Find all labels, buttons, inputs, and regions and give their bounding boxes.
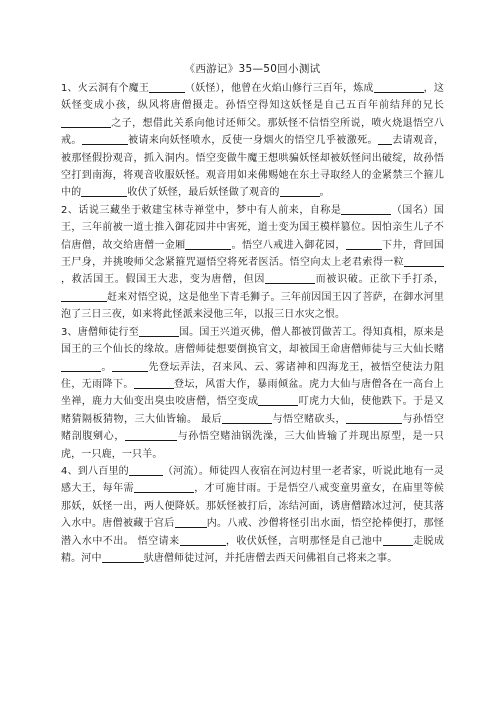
answer-blank[interactable]: [139, 325, 179, 337]
answer-blank[interactable]: [82, 133, 128, 145]
answer-blank[interactable]: [374, 81, 424, 93]
answer-blank[interactable]: [81, 185, 127, 197]
answer-blank[interactable]: [61, 290, 107, 302]
answer-blank[interactable]: [129, 464, 163, 476]
question-text: 与孙悟空赌油锅洗澡，三大仙皆输了并现出原型，是一只虎，一只鹿，一只羊。: [61, 431, 445, 460]
answer-blank[interactable]: [61, 360, 101, 372]
question-text: （河流）。师徒四人夜宿在河边村里一老者家，听说此地有一灵感大王，每年需: [61, 465, 444, 495]
answer-blank[interactable]: [185, 238, 231, 250]
question-text: 赶来对悟空说，这是他坐下青毛狮子。三年前因国王囚了菩萨，在御水河里泡了三日三夜，如来将此怪派来浸他三年，以报三日水灾之恨。: [61, 291, 444, 321]
question-text: 登坛，风雷大作，暴雨倾盆。虎力大仙与唐僧各在一高台上坐禅，鹿力大仙变出臭虫咬唐僧，悟空变成: [61, 378, 444, 408]
question-text: ，才可施甘雨。于是悟空八戒变童男童女，在庙里等候那妖，妖怪一出，两人便降妖。那妖怪被打后，冻结河面，诱唐僧踏冰过河，使其落入水中。唐僧被藏于宫后: [61, 483, 444, 530]
answer-blank[interactable]: [222, 412, 272, 424]
answer-blank[interactable]: [341, 203, 391, 215]
answer-blank[interactable]: [61, 116, 111, 128]
question-text: 。悟空八戒进入御花园，: [231, 239, 346, 251]
answer-blank[interactable]: [346, 412, 402, 424]
answer-blank[interactable]: [134, 481, 194, 493]
question-text: 2、话说三藏坐于敕建宝林寺禅堂中，梦中有人前来，自称是: [61, 204, 342, 216]
question-text: 1、火云洞有个魔王: [61, 83, 150, 94]
question-text: ，这妖怪变成小孩，纵风将唐僧摄走。孙悟空得知这妖怪是自己五百年前结拜的兄长: [61, 83, 444, 112]
question-text: 而被识破。正欲下手打杀，: [315, 274, 444, 286]
question-text: 3、唐僧师徒行至: [61, 326, 139, 338]
answer-blank[interactable]: [102, 551, 144, 563]
answer-blank[interactable]: [404, 255, 444, 267]
answer-blank[interactable]: [258, 394, 298, 406]
question-text: 先登坛弄法，召来风、云、雾诸神和四海龙王，被悟空使法力阻住，无雨降下。: [61, 361, 444, 390]
question-text: ，收伏妖怪，言明那怪是自己池中: [225, 535, 383, 547]
answer-blank[interactable]: [125, 429, 177, 441]
question-text: 4、到八百里的: [61, 465, 129, 477]
question-text: （国名）国王，三年前被一道士推入御花园井中害死，道士变为国王模样篡位。因怕亲生儿子不信唐僧，故交给唐僧一金厢: [61, 204, 445, 251]
question-3: [61, 324, 444, 463]
answer-blank[interactable]: [180, 534, 226, 546]
question-text: 。: [319, 187, 330, 199]
question-1: [61, 80, 444, 202]
question-text: ，救活国王。假国王大悲，变为唐僧，但因: [61, 274, 266, 286]
question-text: 下井，背回国王尸身，并挑唆师父念紧箍咒逼悟空将死者医活。悟空向太上老君索得一粒: [61, 239, 444, 269]
question-text: 与悟空赌砍头，: [272, 413, 346, 425]
answer-blank[interactable]: [346, 238, 382, 250]
question-2: [61, 202, 444, 324]
answer-blank[interactable]: [265, 272, 315, 284]
question-text: 国。国王兴道灭佛，僧人都被罚做苦工。得知真相，原来是国王的三个仙长的缘故。唐僧师徒想要倒换官文，却被国王命唐僧师徒与三大仙长赌: [61, 326, 445, 356]
question-text: （妖怪），他曾在火焰山修行三百年，炼成: [185, 83, 374, 94]
question-text: 。: [101, 361, 112, 373]
question-text: 与孙悟空赌剖腹剜心，: [61, 413, 444, 443]
question-text: 叮虎力大仙，使他跌下。于是又赌猜隔板猜物，三大仙皆输。 最后: [61, 396, 444, 425]
answer-blank[interactable]: [280, 185, 320, 197]
answer-blank[interactable]: [175, 516, 207, 528]
question-text: 内。八戒、沙僧将怪引出水面，悟空抡棒便打，那怪潜入水中不出。 悟空请来: [61, 518, 444, 547]
answer-blank[interactable]: [378, 133, 392, 145]
question-text: 之子，想借此关系向他讨还师父。那妖怪不信悟空所说，喷火烧退悟空八戒。: [61, 117, 444, 147]
question-text: 走脱成精。河中: [61, 535, 445, 564]
question-text: 驮唐僧师徒过河，并托唐僧去西天问佛祖自己将来之事。: [143, 552, 398, 564]
question-4: [61, 463, 444, 567]
question-text: 被请来向妖怪喷水，反使一身烟火的悟空几乎被激死。: [127, 135, 378, 147]
answer-blank[interactable]: [383, 534, 413, 546]
answer-blank[interactable]: [134, 377, 174, 389]
answer-blank[interactable]: [112, 360, 148, 372]
page-title: 《西游记》35—50回小测试: [184, 63, 321, 75]
question-text: 去请观音，被那怪假扮观音，抓入洞内。悟空变做牛魔王想哄骗妖怪却被妖怪问出破绽，故孙悟空打到南海，将观音收服妖怪。观音用如来佛赐她在东土寻取经人的金紧禁三个箍儿中的: [61, 135, 444, 199]
answer-blank[interactable]: [149, 81, 185, 93]
question-text: 收伏了妖怪，最后妖怪做了观音的: [127, 187, 280, 199]
